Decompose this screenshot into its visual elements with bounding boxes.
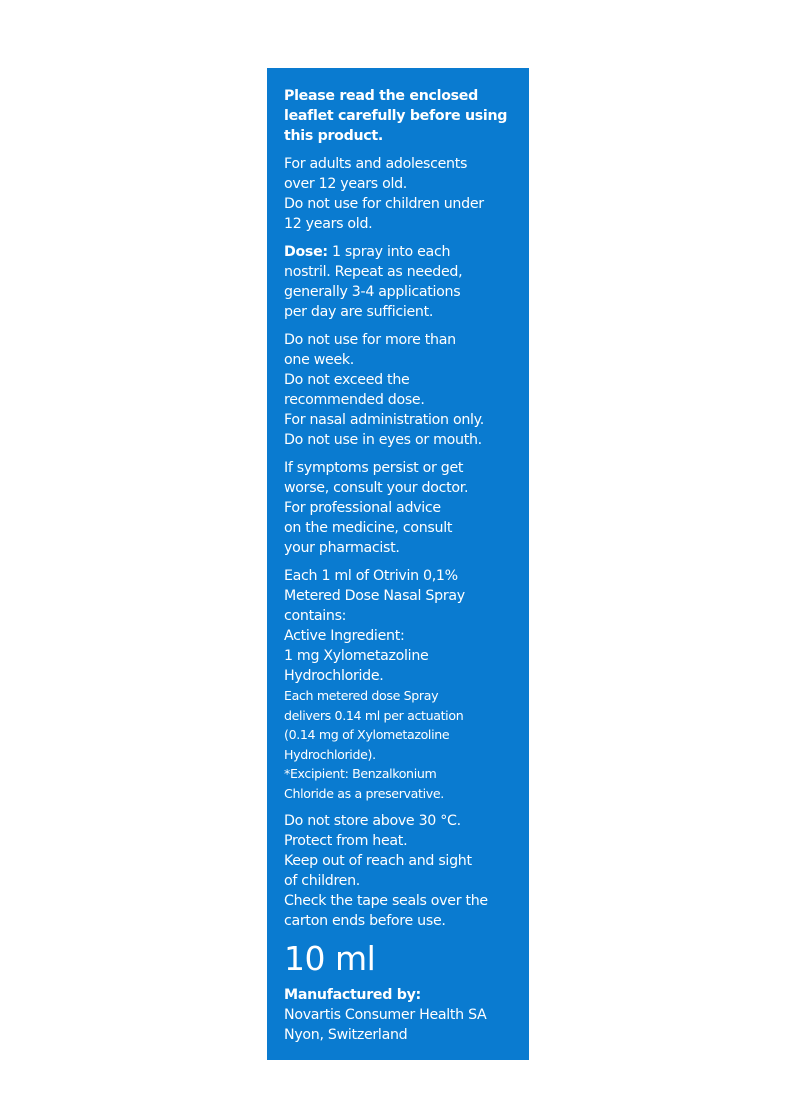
composition-line: 1 mg Xylometazoline xyxy=(284,648,429,664)
dose-label: Dose: xyxy=(284,244,328,260)
storage-line: Do not store above 30 °C. xyxy=(284,813,461,829)
age-restriction-line: Do not use for children under xyxy=(284,196,484,212)
excipient-line: Chloride as a preservative. xyxy=(284,785,444,801)
dose-line: per day are sufficient. xyxy=(284,304,434,320)
warning-line: For nasal administration only. xyxy=(284,412,484,428)
composition-line: Active Ingredient: xyxy=(284,628,405,644)
manufacturer-info xyxy=(284,985,519,1045)
advice-line: For professional advice xyxy=(284,500,441,516)
excipient-line: *Excipient: Benzalkonium xyxy=(284,766,437,781)
storage-line: Check the tape seals over the xyxy=(284,893,488,909)
composition-detail-line: Hydrochloride). xyxy=(284,746,376,762)
warning-line: recommended dose. xyxy=(284,392,425,408)
warning-line: Do not use for more than xyxy=(284,332,456,348)
storage-line: carton ends before use. xyxy=(284,913,446,929)
dose-first-line xyxy=(284,242,519,262)
package-volume: 10 ml xyxy=(284,939,376,978)
storage-line: Protect from heat. xyxy=(284,833,408,849)
dose-instructions xyxy=(284,242,519,322)
carton-side-panel xyxy=(267,68,529,1060)
storage-line: Keep out of reach and sight xyxy=(284,853,472,869)
leaflet-notice xyxy=(284,86,519,146)
storage-line: of children. xyxy=(284,873,361,889)
age-restriction-line: 12 years old. xyxy=(284,216,373,232)
composition xyxy=(284,566,519,803)
advice-line: your pharmacist. xyxy=(284,540,400,556)
leaflet-notice-line: Please read the enclosed xyxy=(284,88,478,104)
advice-line: on the medicine, consult xyxy=(284,520,453,536)
manufacturer-line: Novartis Consumer Health SA xyxy=(284,1007,487,1023)
age-restriction xyxy=(284,154,519,234)
advice-line: If symptoms persist or get xyxy=(284,460,464,476)
usage-warnings xyxy=(284,330,519,450)
composition-line: Hydrochloride. xyxy=(284,668,384,684)
composition-detail-line: delivers 0.14 ml per actuation xyxy=(284,707,464,723)
age-restriction-line: For adults and adolescents xyxy=(284,156,468,172)
leaflet-notice-line: leaflet carefully before using xyxy=(284,108,508,124)
composition-detail-line: (0.14 mg of Xylometazoline xyxy=(284,727,450,742)
advice-line: worse, consult your doctor. xyxy=(284,480,469,496)
dose-line: generally 3-4 applications xyxy=(284,284,461,300)
leaflet-notice-line: this product. xyxy=(284,128,383,144)
warning-line: one week. xyxy=(284,352,354,368)
manufacturer-label: Manufactured by: xyxy=(284,987,421,1003)
medical-advice xyxy=(284,458,519,558)
storage-instructions xyxy=(284,811,519,931)
warning-line: Do not use in eyes or mouth. xyxy=(284,432,482,448)
composition-line: Metered Dose Nasal Spray xyxy=(284,588,465,604)
warning-line: Do not exceed the xyxy=(284,372,410,388)
dose-first-line-text: 1 spray into each xyxy=(327,244,451,260)
composition-line: Each 1 ml of Otrivin 0,1% xyxy=(284,568,458,584)
composition-line: contains: xyxy=(284,608,347,624)
manufacturer-line: Nyon, Switzerland xyxy=(284,1027,408,1043)
composition-detail-line: Each metered dose Spray xyxy=(284,688,439,703)
dose-line: nostril. Repeat as needed, xyxy=(284,264,463,280)
age-restriction-line: over 12 years old. xyxy=(284,176,408,192)
